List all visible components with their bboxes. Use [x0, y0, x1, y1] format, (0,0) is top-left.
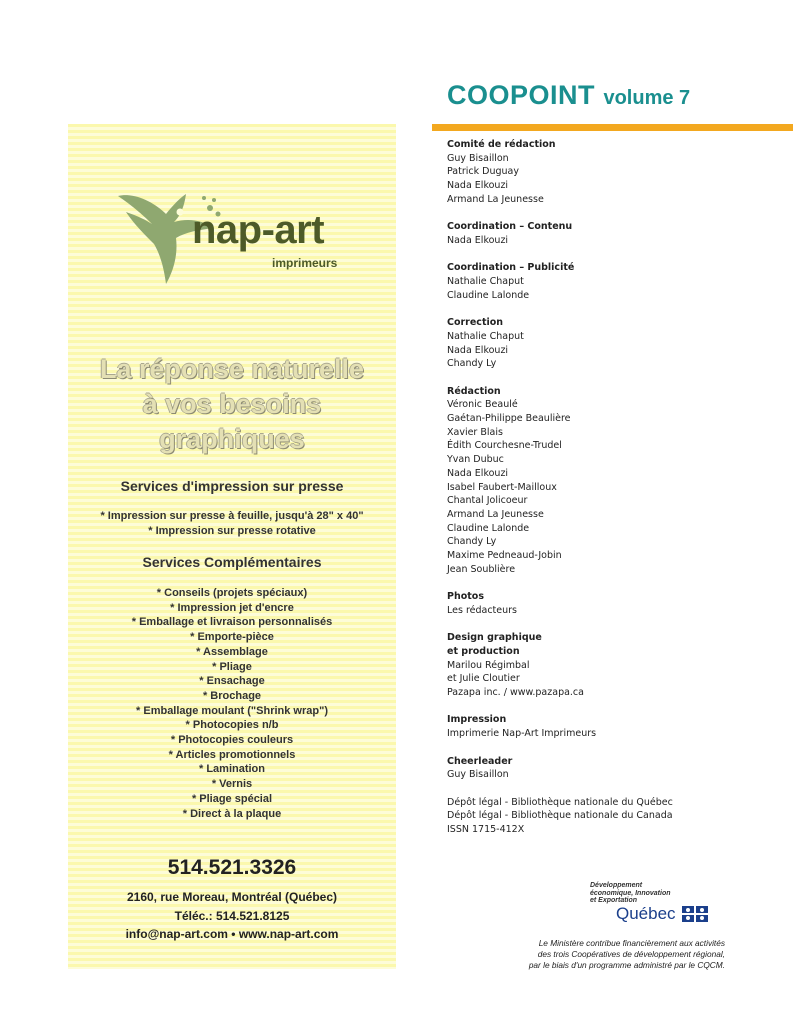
list-item: * Lamination	[198, 763, 265, 776]
credit-name: Pazapa inc. / www.pazapa.ca	[447, 687, 584, 699]
quebec-flag-icon	[682, 906, 708, 922]
credit-heading: Coordination – Contenu	[447, 221, 573, 233]
funding-note	[425, 938, 725, 971]
list-item: * Impression sur presse à feuille, jusqu'à 28" x 40"	[100, 510, 364, 522]
credit-heading: Correction	[447, 317, 504, 329]
list-item: * Articles promotionnels	[168, 748, 296, 761]
list-item: * Photocopies couleurs	[170, 734, 294, 747]
ministry-line: économique, Innovation	[590, 889, 671, 897]
credit-section	[447, 590, 767, 617]
nap-art-logo	[114, 184, 364, 294]
credit-section	[447, 261, 767, 302]
ministry-name	[590, 882, 720, 905]
complementary-list	[68, 586, 396, 821]
list-item: * Impression sur presse rotative	[148, 524, 316, 537]
list-item: * Brochage	[202, 689, 262, 702]
title-volume: volume 7	[603, 87, 691, 109]
credit-name: Dépôt légal - Bibliothèque nationale du Québec	[447, 796, 673, 808]
credit-name: Dépôt légal - Bibliothèque nationale du Canada	[447, 810, 673, 822]
credit-heading: Coordination – Publicité	[447, 262, 575, 274]
note-line: des trois Coopératives de développement régional,	[537, 949, 725, 959]
credit-section	[447, 631, 767, 700]
list-item: * Emballage et livraison personnalisés	[131, 616, 333, 629]
title-rule	[432, 124, 793, 131]
credit-name: Yvan Dubuc	[447, 454, 504, 466]
list-item: * Conseils (projets spéciaux)	[156, 587, 308, 599]
credit-name: Maxime Pedneaud-Jobin	[447, 550, 562, 562]
list-item: * Pliage spécial	[191, 792, 273, 805]
credit-name: Isabel Faubert-Mailloux	[447, 481, 557, 493]
credit-heading: Comité de rédaction	[447, 139, 556, 150]
list-item: * Assemblage	[196, 645, 268, 658]
credit-name: Marilou Régimbal	[447, 659, 530, 671]
credit-name: Nada Elkouzi	[447, 467, 509, 479]
logo-subtitle: imprimeurs	[272, 256, 338, 270]
credit-name: Édith Courchesne-Trudel	[447, 440, 562, 452]
ad-phone: 514.521.3326	[167, 856, 297, 879]
credit-name: Claudine Lalonde	[447, 289, 530, 301]
credit-heading: Impression	[447, 714, 507, 726]
list-item: * Photocopies n/b	[185, 719, 279, 732]
tagline-line: La réponse naturelle	[99, 354, 365, 384]
credit-name: Guy Bisaillon	[447, 152, 509, 164]
credit-heading: Photos	[447, 591, 484, 603]
ad-web: info@nap-art.com • www.nap-art.com	[125, 927, 339, 941]
credit-name: Nada Elkouzi	[447, 344, 509, 356]
complementary-title: Services Complémentaires	[142, 554, 322, 570]
credit-section	[447, 138, 767, 207]
credit-name: Nada Elkouzi	[447, 180, 509, 192]
title-main: COOPOINT	[447, 80, 596, 110]
list-item: * Impression jet d'encre	[170, 601, 294, 614]
credit-name: Véronic Beaulé	[447, 399, 518, 411]
logo-wordmark: nap-art	[192, 208, 325, 252]
ad-address: 2160, rue Moreau, Montréal (Québec)	[126, 890, 338, 904]
credit-name: Gaétan-Philippe Beaulière	[447, 413, 571, 424]
tagline-line: à vos besoins graphiques	[142, 389, 322, 454]
list-item: * Emporte-pièce	[190, 631, 274, 644]
quebec-wordmark: Québec	[616, 904, 676, 923]
page-title	[447, 80, 690, 111]
credit-name: Armand La Jeunesse	[447, 508, 544, 520]
credit-section	[447, 713, 767, 740]
list-item: * Emballage moulant ("Shrink wrap")	[136, 704, 328, 717]
ad-fax: Téléc.: 514.521.8125	[174, 909, 290, 923]
credit-name: Chandy Ly	[447, 358, 497, 370]
credit-name: Claudine Lalonde	[447, 522, 530, 534]
services-list	[68, 509, 396, 538]
credit-name: Xavier Blais	[447, 426, 503, 438]
list-item: * Direct à la plaque	[182, 807, 282, 820]
credit-name: Chandy Ly	[447, 536, 497, 548]
credit-name: Nathalie Chaput	[447, 276, 524, 287]
credit-section	[447, 755, 767, 782]
credit-heading: Cheerleader	[447, 755, 513, 767]
credit-section	[447, 385, 767, 577]
credit-heading: et production	[447, 645, 520, 657]
list-item: * Vernis	[211, 778, 253, 791]
services-title: Services d'impression sur presse	[120, 478, 344, 494]
credit-name: Nathalie Chaput	[447, 330, 524, 342]
credit-section	[447, 220, 767, 247]
nap-art-advertisement	[68, 124, 396, 969]
credit-section	[447, 796, 767, 837]
credit-name: Guy Bisaillon	[447, 769, 509, 781]
credit-name: Chantal Jolicoeur	[447, 495, 528, 507]
list-item: * Pliage	[212, 660, 252, 673]
credit-name: Imprimerie Nap-Art Imprimeurs	[447, 728, 597, 740]
note-line: par le biais d'un programme administré par le CQCM.	[528, 960, 725, 970]
credit-section	[447, 316, 767, 371]
credits-list	[447, 138, 767, 850]
credit-name: Patrick Duguay	[447, 166, 519, 178]
credit-heading: Design graphique	[447, 632, 542, 644]
credit-name: Armand La Jeunesse	[447, 193, 544, 205]
quebec-government-logo	[590, 882, 720, 930]
list-item: * Ensachage	[199, 675, 265, 688]
note-line: Le Ministère contribue financièrement aux activités	[538, 938, 725, 948]
credit-name: Nada Elkouzi	[447, 234, 509, 246]
ad-tagline	[68, 352, 396, 457]
credit-heading: Rédaction	[447, 385, 501, 397]
credit-name: et Julie Cloutier	[447, 673, 520, 685]
ministry-line: Développement	[590, 882, 643, 889]
credit-name: ISSN 1715-412X	[447, 824, 525, 836]
credit-name: Jean Soublière	[447, 563, 516, 575]
credit-name: Les rédacteurs	[447, 604, 518, 616]
ministry-line: et Exportation	[590, 897, 638, 904]
